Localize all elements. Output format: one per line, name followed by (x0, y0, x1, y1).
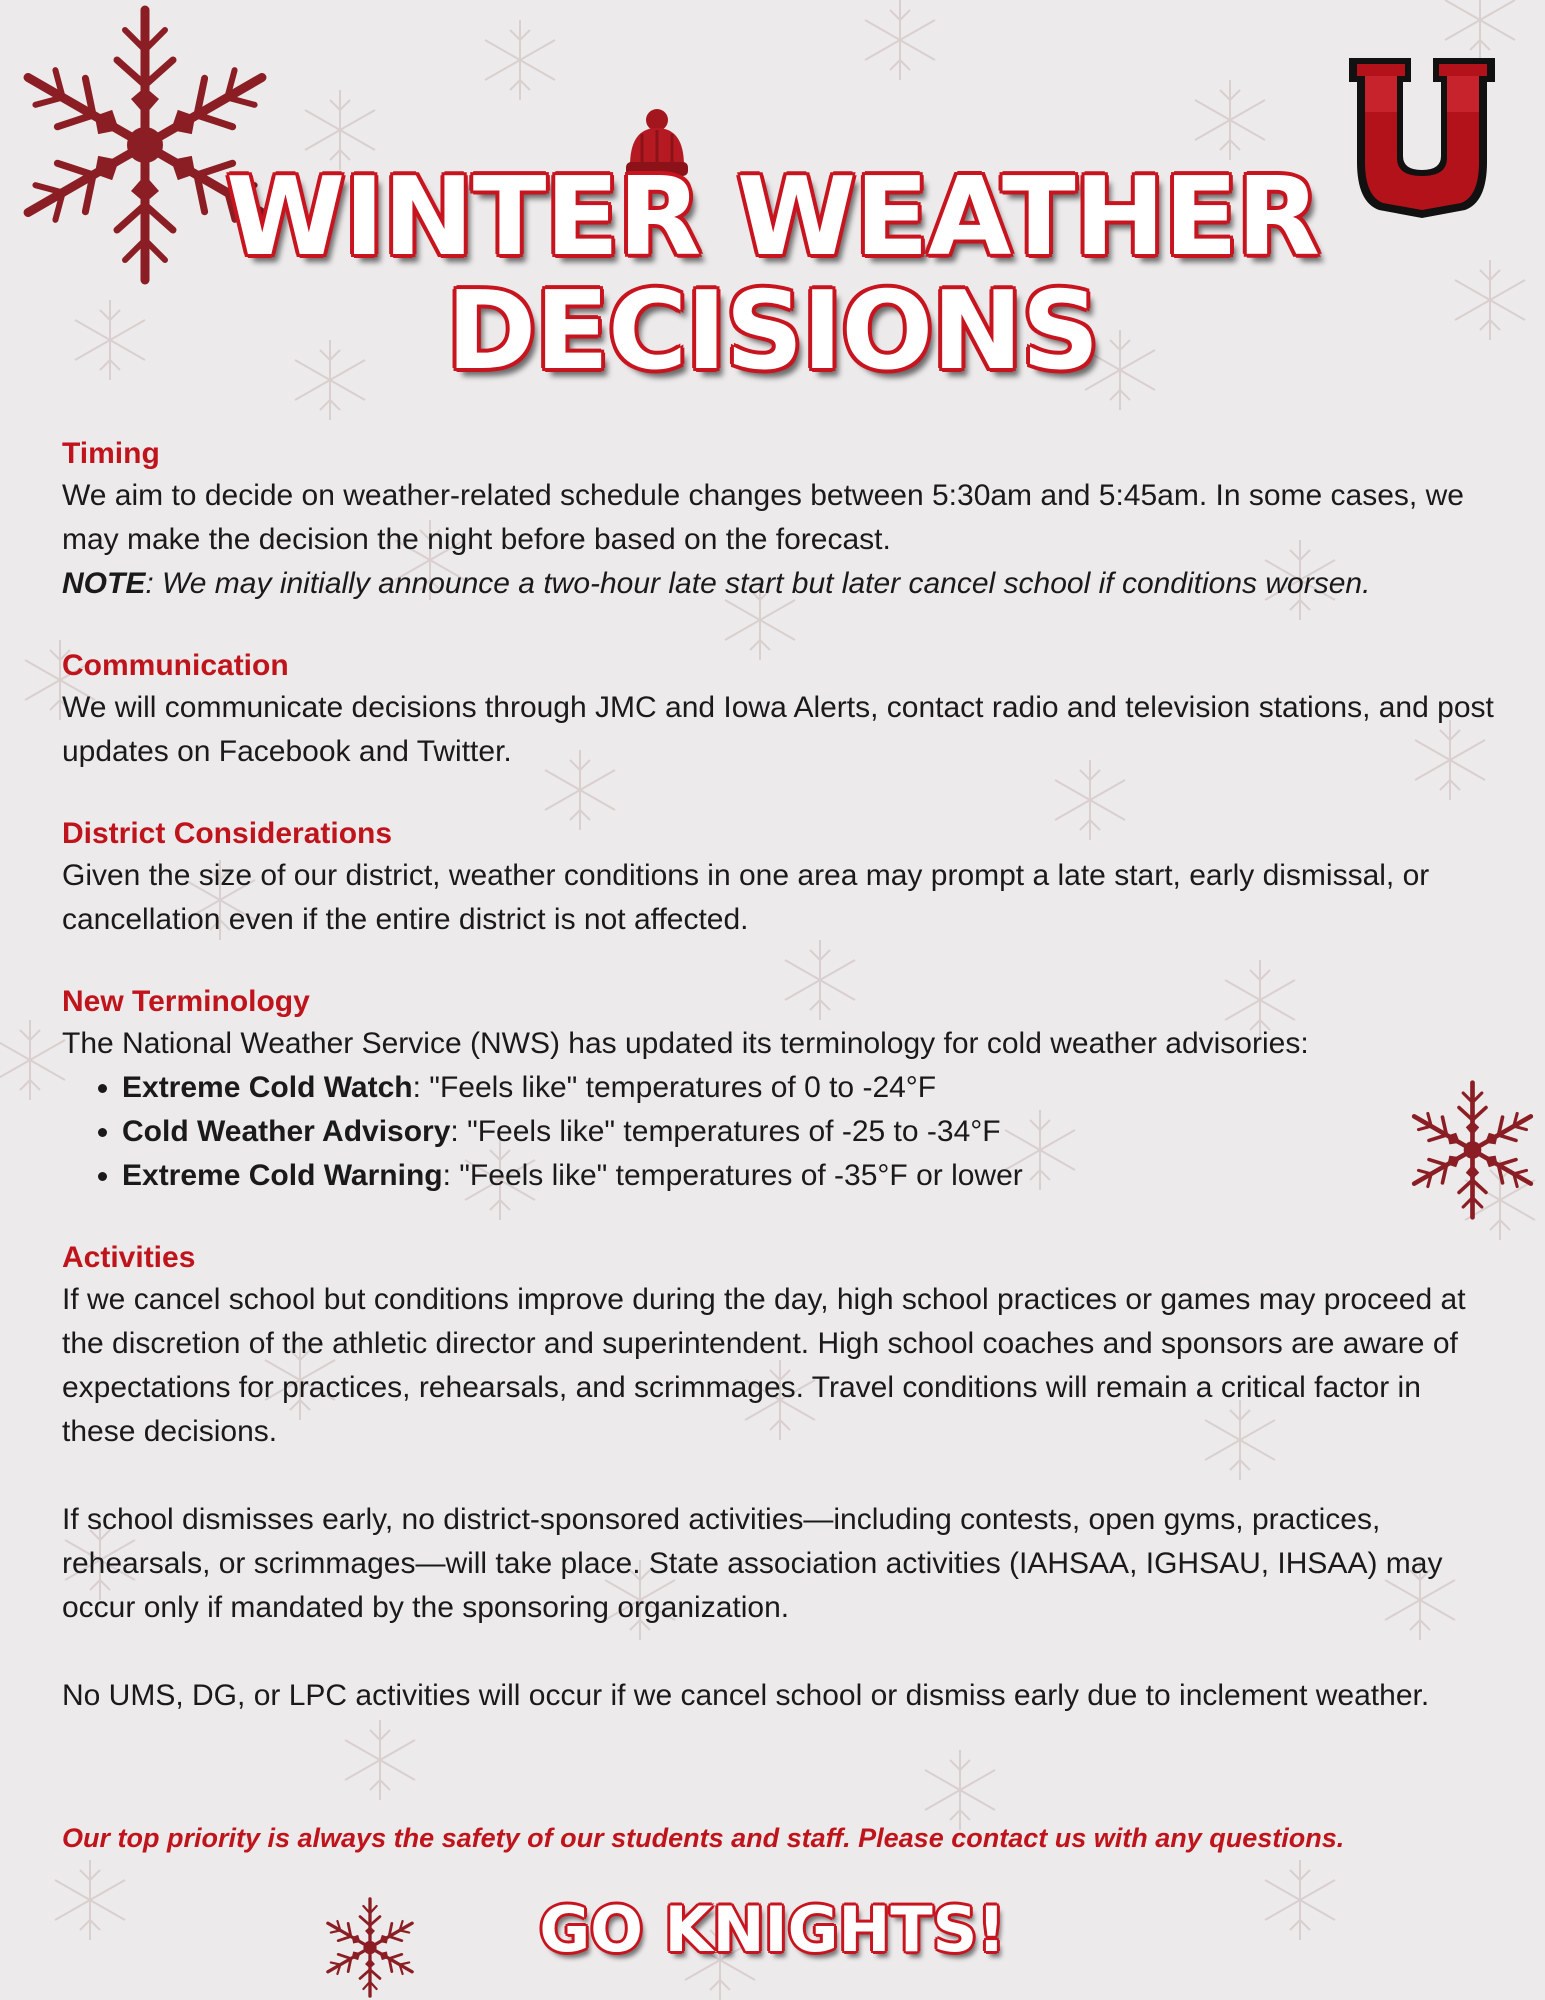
section-communication (62, 646, 1502, 774)
page-title-line-1: WINTER WEATHER (226, 155, 1319, 280)
list-item (122, 1154, 1502, 1198)
section-heading: New Terminology (62, 985, 310, 1018)
section-heading: Timing (62, 437, 160, 470)
section-district-considerations (62, 814, 1502, 942)
section-heading: Communication (62, 649, 289, 682)
terminology-list (62, 1066, 1502, 1198)
term-desc: : "Feels like" temperatures of -25 to -34°F (450, 1115, 1001, 1148)
content-body (62, 434, 1502, 1758)
term-desc: : "Feels like" temperatures of -35°F or lower (442, 1159, 1023, 1192)
closing-statement: Our top priority is always the safety of our students and staff. Please contact us with any questions. (62, 1823, 1345, 1853)
section-paragraph: If we cancel school but conditions improve during the day, high school practices or games may proceed at the discretion of the athletic director and superintendent. High school coaches and sponsors are aware of expectations for practices, rehearsals, and scrimmages. Travel conditions will remain a critical factor in these decisions. (62, 1283, 1466, 1448)
term-label: Cold Weather Advisory (122, 1115, 451, 1148)
section-paragraph: If school dismisses early, no district-sponsored activities—including contests, open gyms, practices, rehearsals, or scrimmages—will take place. State association activities (IAHSAA, IGHSAU, IHSAA) may occur only if mandated by the sponsoring organization. (62, 1503, 1443, 1624)
list-item (122, 1066, 1502, 1110)
list-item (122, 1110, 1502, 1154)
term-desc: : "Feels like" temperatures of 0 to -24°F (412, 1071, 937, 1104)
section-body: We aim to decide on weather-related schedule changes between 5:30am and 5:45am. In some cases, we may make the decision the night before based on the forecast. (62, 479, 1464, 556)
u-logo-letter: U (1422, 92, 1423, 93)
section-new-terminology (62, 982, 1502, 1198)
section-body: Given the size of our district, weather conditions in one area may prompt a late start, early dismissal, or cancellation even if the entire district is not affected. (62, 859, 1430, 936)
note-body: : We may initially announce a two-hour late start but later cancel school if conditions worsen. (145, 567, 1371, 600)
section-heading: District Considerations (62, 817, 393, 850)
section-heading: Activities (62, 1241, 196, 1274)
footer-slogan: GO KNIGHTS! (539, 1893, 1006, 1966)
section-paragraph: No UMS, DG, or LPC activities will occur if we cancel school or dismiss early due to inclement weather. (62, 1679, 1430, 1712)
section-body: The National Weather Service (NWS) has updated its terminology for cold weather advisories: (62, 1027, 1309, 1060)
term-label: Extreme Cold Warning (122, 1159, 443, 1192)
page-title-line-2: DECISIONS (446, 269, 1099, 394)
section-body: We will communicate decisions through JMC and Iowa Alerts, contact radio and television stations, and post updates on Facebook and Twitter. (62, 691, 1494, 768)
section-timing (62, 434, 1502, 606)
term-label: Extreme Cold Watch (122, 1071, 413, 1104)
note-text (62, 562, 1502, 606)
section-activities (62, 1238, 1502, 1718)
note-label: NOTE (62, 567, 146, 600)
